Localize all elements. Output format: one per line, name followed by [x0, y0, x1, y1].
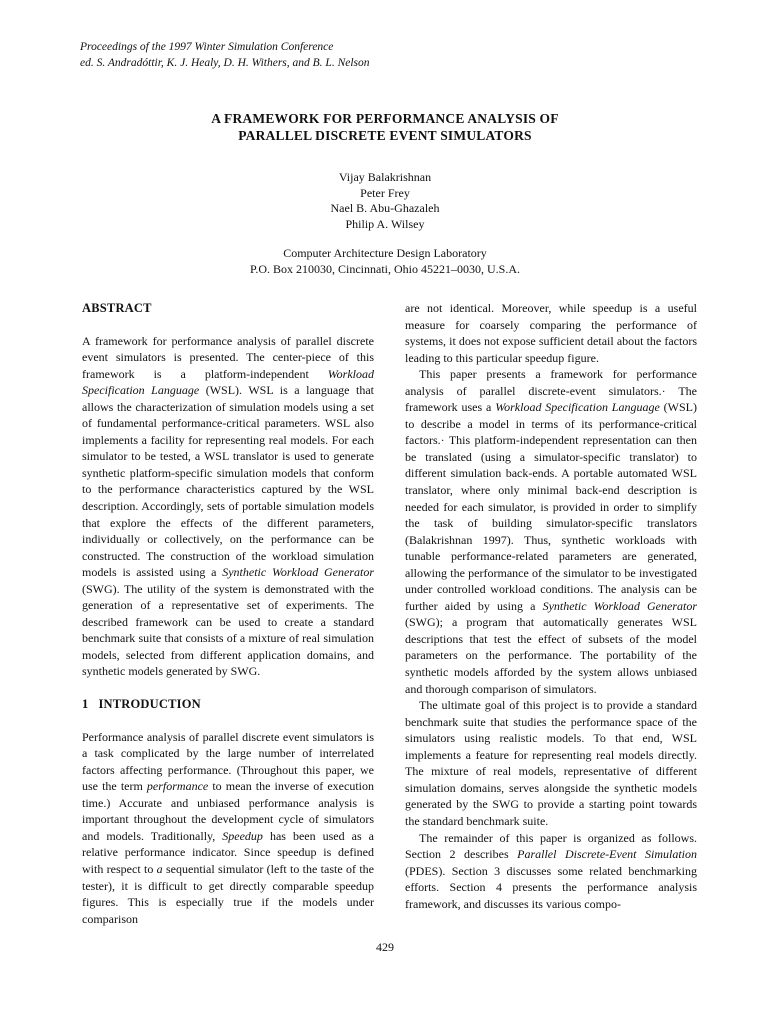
title-line-2: PARALLEL DISCRETE EVENT SIMULATORS [238, 128, 532, 143]
affiliation [0, 246, 770, 277]
body-paragraph: are not identical. Moreover, while speedup is a useful measure for coarsely comparing the performance of systems, it does not expose sufficient detail about the factors leading to this particular speedup figure. [405, 301, 697, 365]
author: Nael B. Abu-Ghazaleh [330, 201, 440, 215]
introduction-heading [82, 696, 374, 713]
affiliation-line-2: P.O. Box 210030, Cincinnati, Ohio 45221–0030, U.S.A. [249, 261, 520, 276]
introduction-paragraph: Performance analysis of parallel discrete event simulators is a task complicated by the large number of interrelated factors affecting performance. (Throughout this paper, we use the term performance to mean the inverse of execution time.) Accurate and unbiased performance analysis is important throughout the development cycle of simulators and models. Traditionally, Speedup has been used as a relative performance indicator. Since speedup is defined with respect to a sequential simulator (left to the taste of the tester), it is difficult to get directly comparable speedup figures. This is especially true if the models under comparison [82, 729, 374, 926]
page-number: 429 [376, 940, 394, 954]
conference-header [80, 40, 370, 71]
title-line-1: A FRAMEWORK FOR PERFORMANCE ANALYSIS OF [211, 111, 559, 126]
author: Vijay Balakrishnan [338, 170, 432, 184]
affiliation-line-1: Computer Architecture Design Laboratory [283, 246, 487, 260]
abstract-paragraph: A framework for performance analysis of parallel discrete event simulators is presented. The center-piece of this framework is a platform-independent Workload Specification Language (WSL). WSL is a language that allows the characterization of simulation models using a set of fundamental performance-critical parameters. WSL also implements a facility for representing real models. For each simulator to be tested, a WSL translator is used to generate synthetic platform-specific simulation models that conform to the performance characteristics captured by the WSL description. Accordingly, sets of portable simulation models that explore the effects of the different parameters, individually or collectively, on the performance can be constructed. The construction of the workload simulation models is assisted using a Synthetic Workload Generator (SWG). The utility of the system is demonstrated with the generation of a representative set of experiments. The described framework can be used to create a standard benchmark suite that consists of a mixture of real simulation models, selected from different application domains, and synthetic models generated by SWG. [82, 333, 374, 679]
right-column [405, 300, 697, 912]
body-paragraph: The remainder of this paper is organized as follows. Section 2 describes Parallel Discrete-Event Simulation (PDES). Section 3 discusses some related benchmarking efforts. Section 4 presents the performance analysis framework, and discusses its various compo- [405, 830, 697, 911]
section-number: 1 [82, 697, 89, 712]
left-column [82, 300, 374, 927]
header-line-2: ed. S. Andradóttir, K. J. Healy, D. H. Withers, and B. L. Nelson [80, 56, 370, 69]
body-paragraph: The ultimate goal of this project is to provide a standard benchmark suite that studies the performance space of the simulators using realistic models. To that end, WSL implements a feature for representing real models directly. The mixture of real models, representative of different simulation domains, serves alongside the synthetic models generated by the SWG to provide a starting point towards the standard benchmark suite. [405, 698, 697, 828]
author: Philip A. Wilsey [345, 216, 425, 231]
body-paragraph: This paper presents a framework for performance analysis of parallel discrete-event simulators.· The framework uses a Workload Specification Language (WSL) to describe a model in terms of its performance-critical factors.· This platform-independent representation can then be translated (using a simulator-specific translator) to different simulation back-ends. A portable automated WSL translator, where only minimal back-end description is needed for each simulator, is provided in order to simplify the task of building simulator-specific translators (Balakrishnan 1997). Thus, synthetic workloads with tunable performance-related parameters are generated, allowing the performance of the simulator to be investigated under controlled workload conditions. The analysis can be further aided by using a Synthetic Workload Generator (SWG); a program that automatically generates WSL descriptions that test the effect of subsets of the model parameters on the performance. The portability of the synthetic models afforded by the system allows unbiased and thorough comparison of simulators. [405, 367, 697, 696]
abstract-heading: ABSTRACT [82, 301, 152, 315]
header-line-1: Proceedings of the 1997 Winter Simulation Conference [80, 41, 334, 53]
author-list [0, 170, 770, 232]
section-title: INTRODUCTION [98, 697, 201, 712]
paper-title [0, 110, 770, 144]
author: Peter Frey [360, 185, 410, 200]
